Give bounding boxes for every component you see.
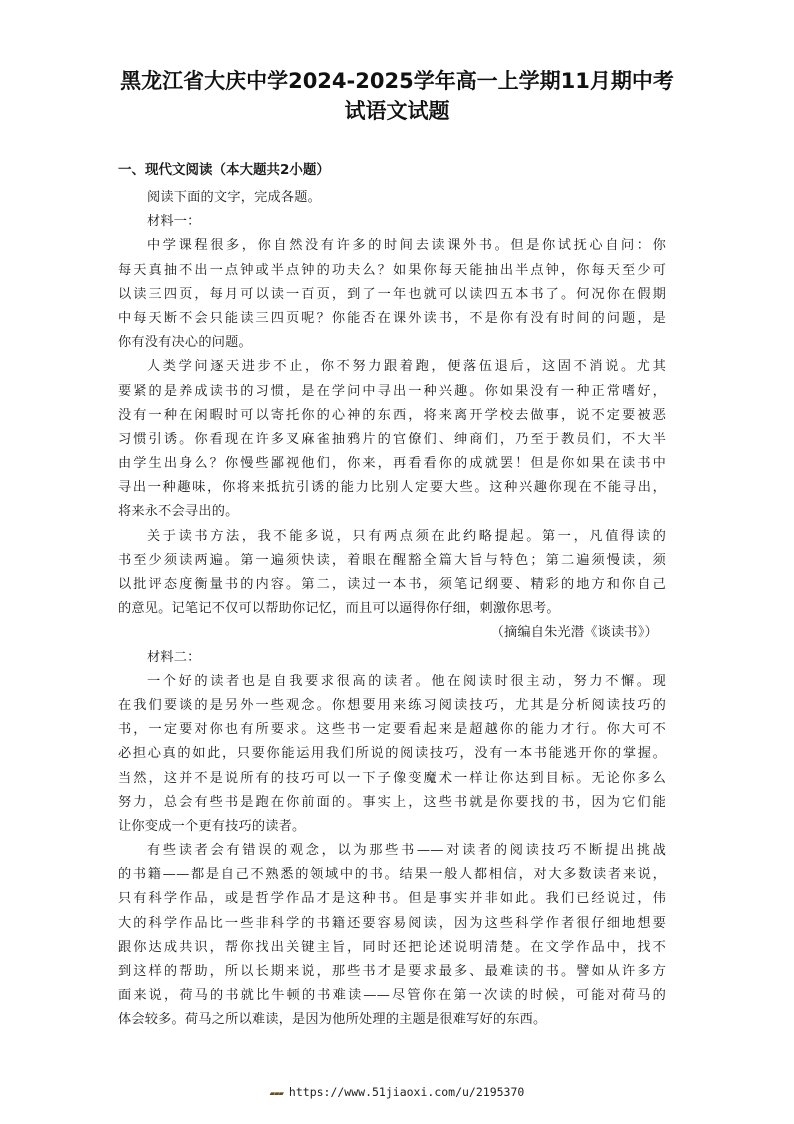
passage-line: 中每天断不会只能读三四页呢？你能否在课外读书，不是你有没有时间的问题，是 bbox=[118, 310, 666, 326]
passage-line: 的意见。记笔记不仅可以帮助你记忆，而且可以逼得你仔细，刺激你思考。 bbox=[118, 601, 560, 617]
title-line-2: 试语文试题 bbox=[344, 99, 450, 123]
passage-line: 一个好的读者也是自我要求很高的读者。他在阅读时很主动，努力不懈。现 bbox=[147, 673, 666, 689]
passage-line: 中学课程很多，你自然没有许多的时间去读课外书。但是你试抚心自问：你 bbox=[147, 238, 666, 254]
passage-line: 阅读下面的文字，完成各题。 bbox=[147, 190, 322, 205]
passage-line: 材料一： bbox=[147, 214, 201, 230]
passage-line: 体会较多。荷马之所以难读，是因为他所处理的主题是很难写好的东西。 bbox=[118, 1012, 547, 1028]
passage-line: 让你变成一个更有技巧的读者。 bbox=[118, 818, 306, 834]
document-title bbox=[90, 66, 704, 126]
passage-line: 没有一种在闲暇时可以寄托你的心神的东西，将来离开学校去做事，说不定要被恶 bbox=[118, 407, 666, 423]
section-heading: 一、现代文阅读（本大题共2小题） bbox=[118, 162, 330, 178]
reading-passage bbox=[118, 186, 666, 1033]
passage-line: 跟你达成共识，帮你找出关键主旨，同时还把论述说明清楚。在文学作品中，找不 bbox=[118, 939, 666, 955]
passage-line: 面来说，荷马的书就比牛顿的书难读——尽管你在第一次读的时候，可能对荷马的 bbox=[118, 988, 666, 1004]
passage-line: 你有没有决心的问题。 bbox=[118, 335, 252, 351]
passage-line: 书至少须读两遍。第一遍须快读，着眼在醒豁全篇大旨与特色；第二遍须慢读，须 bbox=[118, 552, 666, 568]
passage-line: 努力，总会有些书是跑在你前面的。事实上，这些书就是你要找的书，因为它们能 bbox=[118, 794, 666, 810]
passage-line: 到这样的帮助，所以长期来说，那些书才是要求最多、最难读的书。譬如从许多方 bbox=[118, 964, 666, 979]
passage-line: 关于读书方法，我不能多说，只有两点须在此约略提起。第一，凡值得读的 bbox=[147, 528, 666, 544]
passage-line: 将来永不会寻出的。 bbox=[118, 504, 239, 520]
passage-line: 以读三四页，每月可以读一百页，到了一年也就可以读四五本书了。何况你在假期 bbox=[118, 286, 666, 302]
passage-line: 寻出一种趣味，你将来抵抗引诱的能力比别人定要大些。这种兴趣你现在不能寻出， bbox=[118, 480, 666, 496]
passage-line: 必担心真的如此，只要你能运用我们所说的阅读技巧，没有一本书能逃开你的掌握。 bbox=[118, 746, 666, 762]
passage-line: 大的科学作品比一些非科学的书籍还要容易阅读，因为这些科学作者很仔细地想要 bbox=[118, 915, 666, 931]
passage-line: 的书籍——都是自己不熟悉的领域中的书。结果一般人都相信，对大多数读者来说， bbox=[118, 867, 666, 883]
page-footer bbox=[0, 1085, 794, 1099]
passage-line: （摘编自朱光潜《谈读书》） bbox=[490, 625, 658, 641]
site-logo-icon: ▰▰▰ bbox=[269, 1089, 283, 1099]
passage-line: 书，一定要对你也有所要求。这些书一定要看起来是超越你的能力才行。你大可不 bbox=[118, 722, 666, 738]
passage-line: 在我们要谈的是另外一些观念。你想要用来练习阅读技巧，尤其是分析阅读技巧的 bbox=[118, 697, 666, 713]
passage-line: 人类学问逐天进步不止，你不努力跟着跑，便落伍退后，这固不消说。尤其 bbox=[147, 359, 666, 375]
passage-line: 每天真抽不出一点钟或半点钟的功夫么？如果你每天能抽出半点钟，你每天至少可 bbox=[118, 262, 666, 278]
passage-line: 只有科学作品，或是哲学作品才是这种书。但是事实并非如此。我们已经说过，伟 bbox=[118, 891, 666, 907]
passage-line: 要紧的是养成读书的习惯，是在学问中寻出一种兴趣。你如果没有一种正常嗜好， bbox=[118, 383, 666, 399]
passage-line: 由学生出身么？你慢些鄙视他们，你来，再看看你的成就罢！但是你如果在读书中 bbox=[118, 456, 666, 472]
title-line-1: 黑龙江省大庆中学2024-2025学年高一上学期11月期中考 bbox=[120, 69, 674, 93]
passage-line: 有些读者会有错误的观念，以为那些书——对读者的阅读技巧不断提出挑战 bbox=[147, 843, 666, 859]
footer-url[interactable]: https://www.51jiaoxi.com/u/2195370 bbox=[288, 1085, 525, 1099]
passage-line: 当然，这并不是说所有的技巧可以一下子像变魔术一样让你达到目标。无论你多么 bbox=[118, 770, 666, 786]
passage-line: 以批评态度衡量书的内容。第二，读过一本书，须笔记纲要、精彩的地方和你自己 bbox=[118, 577, 666, 592]
passage-line: 习惯引诱。你看现在许多叉麻雀抽鸦片的官僚们、绅商们，乃至于教员们，不大半 bbox=[118, 431, 666, 447]
passage-line: 材料二： bbox=[147, 649, 201, 665]
